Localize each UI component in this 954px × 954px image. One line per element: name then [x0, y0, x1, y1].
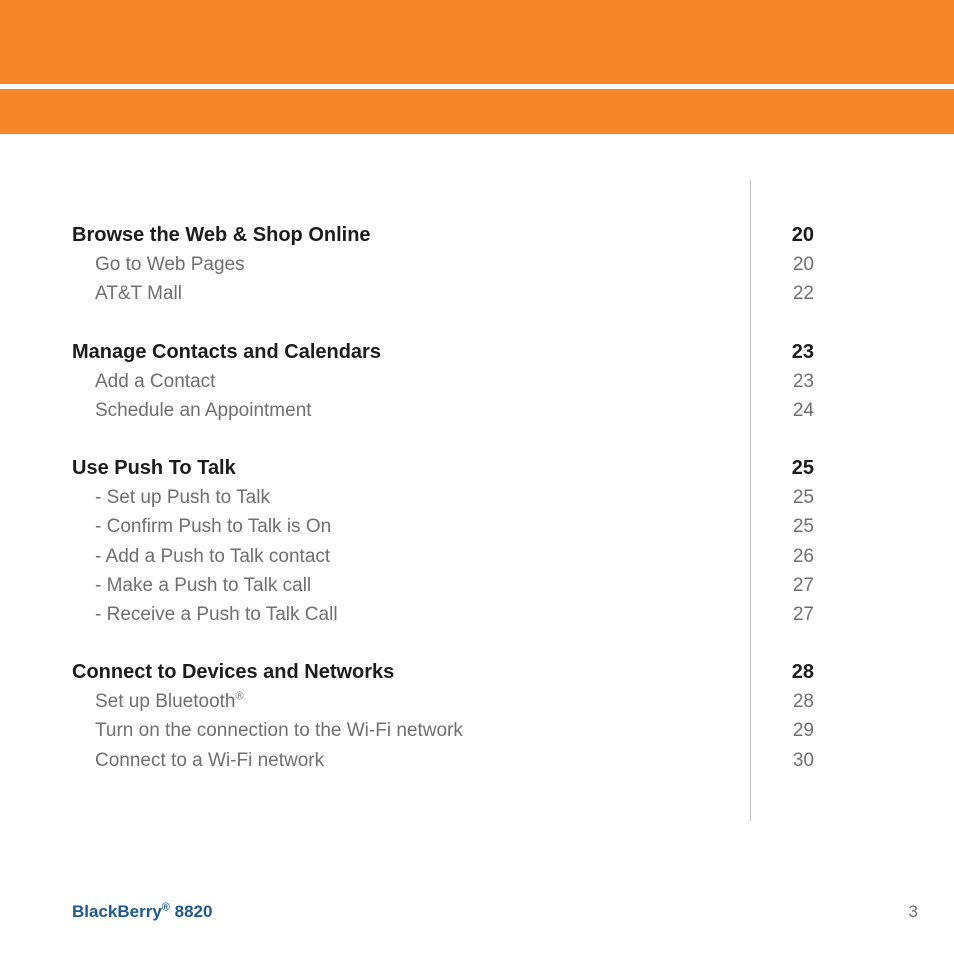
model-number: 8820 [169, 902, 213, 921]
toc-item-label: - Set up Push to Talk [95, 487, 270, 509]
toc-item-page: 22 [792, 283, 814, 305]
toc-heading[interactable] [0, 454, 954, 483]
toc-item-label: - Receive a Push to Talk Call [95, 603, 338, 625]
toc-item-label: - Make a Push to Talk call [95, 574, 312, 596]
toc-item[interactable] [0, 716, 954, 745]
toc-item-page: 24 [792, 400, 814, 422]
toc-item[interactable] [0, 687, 954, 716]
toc-item[interactable] [0, 396, 954, 425]
toc-heading-page: 23 [791, 341, 814, 363]
toc-item[interactable] [0, 279, 954, 308]
footer-brand [72, 902, 212, 922]
toc-section-push-to-talk [0, 454, 954, 629]
brand-name: BlackBerry [72, 902, 162, 921]
toc-item-page: 27 [792, 603, 814, 625]
toc-item-label: Turn on the connection to the Wi-Fi network [95, 720, 463, 742]
toc-item-page: 27 [792, 574, 814, 596]
toc-item[interactable] [0, 542, 954, 571]
toc-heading[interactable] [0, 338, 954, 367]
toc-item-page: 20 [792, 254, 814, 276]
toc-heading[interactable] [0, 658, 954, 687]
toc-item-page: 28 [792, 691, 814, 713]
toc-heading[interactable] [0, 221, 954, 250]
toc-heading-label: Browse the Web & Shop Online [72, 224, 371, 246]
toc-section-browse [0, 221, 954, 309]
toc-item[interactable] [0, 600, 954, 629]
toc-item-page: 25 [792, 516, 814, 538]
toc-item-label: - Add a Push to Talk contact [95, 545, 331, 567]
toc-heading-label: Connect to Devices and Networks [72, 661, 395, 683]
toc-item-label [95, 687, 244, 716]
toc-item-page: 23 [792, 371, 814, 393]
toc-heading-page: 20 [791, 224, 814, 246]
header-band-top [0, 0, 954, 84]
toc-section-contacts [0, 338, 954, 426]
page-number: 3 [908, 902, 918, 921]
toc-heading-page: 25 [791, 457, 814, 479]
toc-item-page: 26 [792, 545, 814, 567]
toc-item-label: Add a Contact [95, 371, 216, 393]
toc-section-devices [0, 658, 954, 775]
toc-item-label: - Confirm Push to Talk is On [95, 516, 332, 538]
toc-item[interactable] [0, 483, 954, 512]
toc-item[interactable] [0, 512, 954, 541]
toc-item-label: Schedule an Appointment [95, 400, 312, 422]
toc-item[interactable] [0, 250, 954, 279]
toc-item-label: AT&T Mall [95, 283, 182, 305]
toc-item-page: 25 [792, 487, 814, 509]
toc-item-page: 29 [792, 720, 814, 742]
registered-mark: ® [235, 690, 244, 703]
toc-heading-label: Use Push To Talk [72, 457, 236, 479]
toc-item[interactable] [0, 571, 954, 600]
toc-item-label: Go to Web Pages [95, 254, 245, 276]
registered-mark: ® [161, 901, 170, 914]
toc-item-label: Connect to a Wi-Fi network [95, 749, 325, 771]
toc-item[interactable] [0, 367, 954, 396]
toc-heading-page: 28 [791, 661, 814, 683]
toc-heading-label: Manage Contacts and Calendars [72, 341, 381, 363]
toc-item-page: 30 [792, 749, 814, 771]
header-band-bottom [0, 89, 954, 134]
toc-item[interactable] [0, 746, 954, 775]
toc-item-text: Set up Bluetooth [95, 691, 236, 713]
